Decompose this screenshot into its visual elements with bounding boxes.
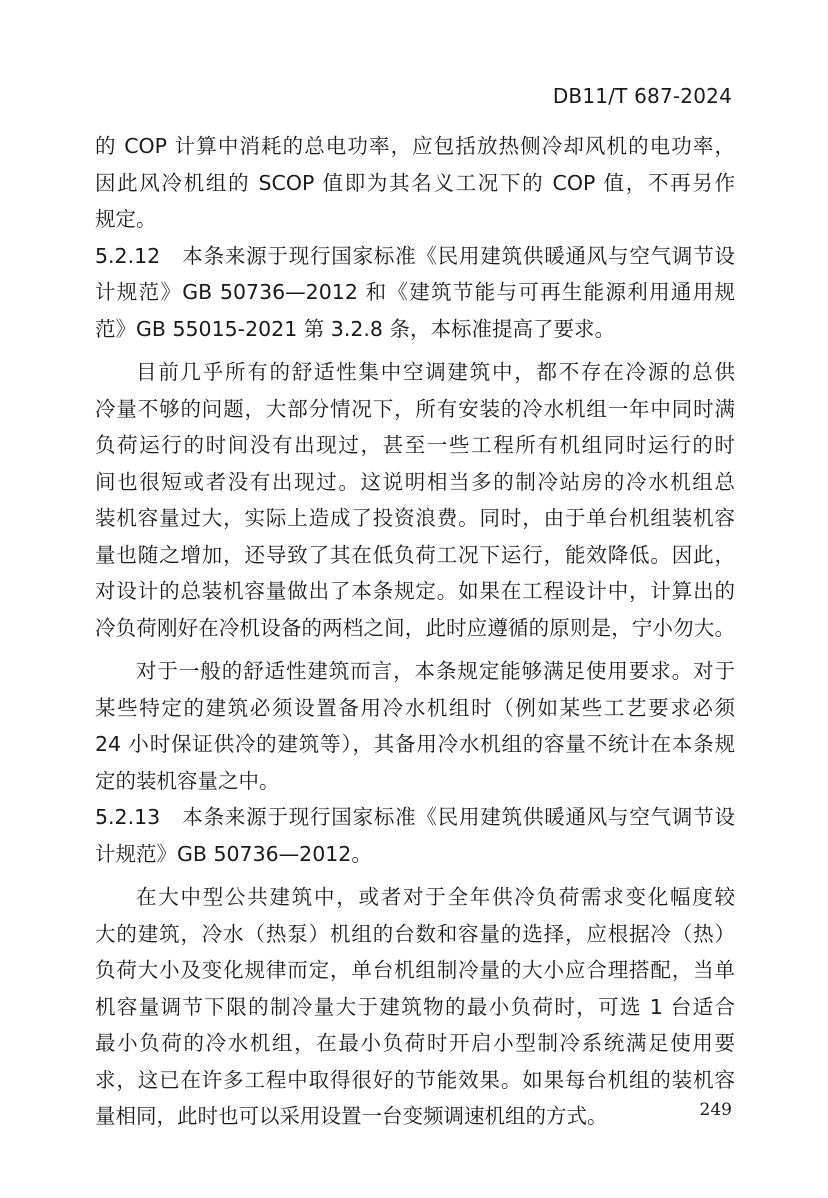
text-line: 5.2.12 本条来源于现行国家标准《民用建筑供暖通风与空气调节设 <box>95 243 735 268</box>
text-line: 在大中型公共建筑中，或者对于全年供冷负荷需求变化幅度较 <box>136 885 735 909</box>
text-line: 装机容量过大，实际上造成了投资浪费。同时，由于单台机组装机容 <box>95 506 735 530</box>
text-line: 范》GB 55015-2021 第 3.2.8 条，本标准提高了要求。 <box>95 316 615 341</box>
text-line: 量相同，此时也可以采用设置一台变频调速机组的方式。 <box>95 1104 608 1128</box>
text-line: 大的建筑，冷水（热泵）机组的台数和容量的选择，应根据冷（热） <box>95 921 735 946</box>
text-line: 量也随之增加，还导致了其在低负荷工况下运行，能效降低。因此， <box>95 542 735 567</box>
text-line: 对于一般的舒适性建筑而言，本条规定能够满足使用要求。对于 <box>136 659 735 683</box>
text-line: 计规范》GB 50736—2012。 <box>95 841 372 866</box>
text-line: 定的装机容量之中。 <box>95 768 280 793</box>
text-line: 目前几乎所有的舒适性集中空调建筑中，都不存在冷源的总供 <box>136 360 735 384</box>
text-line: 因此风冷机组的 SCOP 值即为其名义工况下的 COP 值，不再另作 <box>95 170 735 195</box>
body-text <box>95 128 735 1135</box>
document-code: DB11/T 687-2024 <box>552 84 732 108</box>
text-line: 24 小时保证供冷的建筑等），其备用冷水机组的容量不统计在本条规 <box>95 732 735 756</box>
text-line: 某些特定的建筑必须设置备用冷水机组时（例如某些工艺要求必须 <box>95 695 735 720</box>
page-number: 249 <box>699 1100 732 1120</box>
text-line: 5.2.13 本条来源于现行国家标准《民用建筑供暖通风与空气调节设 <box>95 805 735 829</box>
text-line: 间也很短或者没有出现过。这说明相当多的制冷站房的冷水机组总 <box>95 469 735 494</box>
text-line: 对设计的总装机容量做出了本条规定。如果在工程设计中，计算出的 <box>95 579 735 603</box>
text-line: 求，这已在许多工程中取得很好的节能效果。如果每台机组的装机容 <box>95 1067 735 1092</box>
text-line: 负荷运行的时间没有出现过，甚至一些工程所有机组同时运行的时 <box>95 433 735 457</box>
text-line: 计规范》GB 50736—2012 和《建筑节能与可再生能源利用通用规 <box>95 280 735 304</box>
text-line: 机容量调节下限的制冷量大于建筑物的最小负荷时，可选 1 台适合 <box>95 994 735 1019</box>
text-line: 的 COP 计算中消耗的总电功率，应包括放热侧冷却风机的电功率， <box>95 134 735 158</box>
text-line: 负荷大小及变化规律而定，单台机组制冷量的大小应合理搭配，当单 <box>95 958 735 982</box>
text-line: 最小负荷的冷水机组，在最小负荷时开启小型制冷系统满足使用要 <box>95 1031 735 1055</box>
text-line: 规定。 <box>95 207 157 231</box>
text-line: 冷负荷刚好在冷机设备的两档之间，此时应遵循的原则是，宁小勿大。 <box>95 615 735 640</box>
text-line: 冷量不够的问题，大部分情况下，所有安装的冷水机组一年中同时满 <box>95 396 735 421</box>
